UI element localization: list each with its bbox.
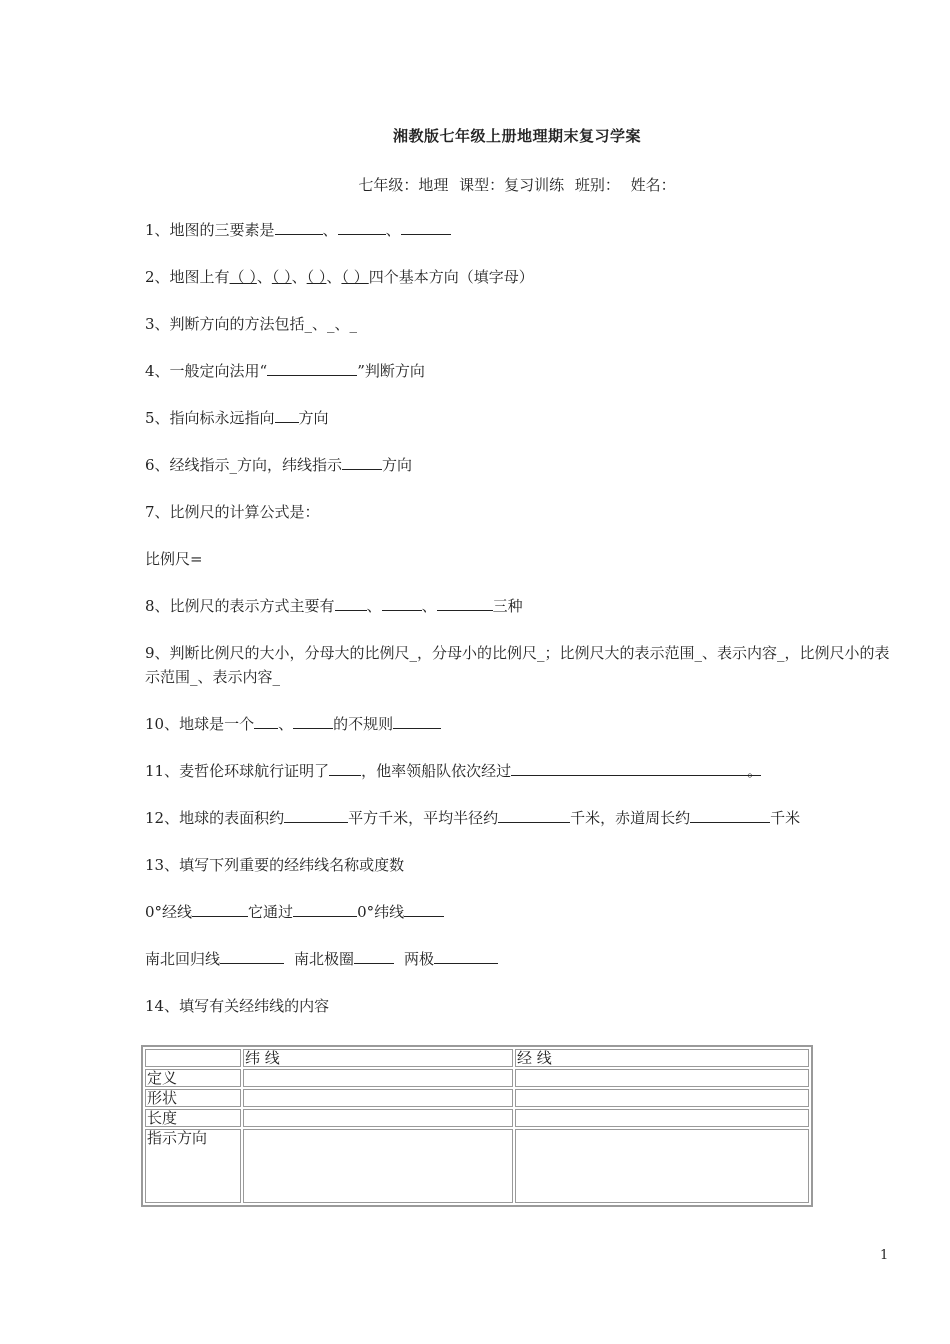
- table-row-label: 长度: [145, 1109, 241, 1127]
- question-9: 9、判断比例尺的大小，分母大的比例尺_，分母小的比例尺_；比例尺大的表示范围_、表示内容_，比例尺小的表示范围_、表示内容_: [145, 644, 890, 686]
- answer-blank[interactable]: [220, 947, 284, 964]
- answer-blank[interactable]: [393, 712, 441, 729]
- question-13-row-2: 南北回归线 南北极圈 两极: [145, 947, 895, 971]
- question-14: 14、填写有关经纬线的内容: [145, 997, 330, 1015]
- page-subtitle: 七年级：地理 课型：复习训练 班别： 姓名：: [358, 176, 676, 194]
- answer-blank[interactable]: [275, 218, 323, 235]
- question-4: 4、一般定向法用“ ”判断方向: [145, 359, 895, 383]
- question-12: 12、地球的表面积约 平方千米，平均半径约 千米，赤道周长约 千米: [145, 806, 895, 830]
- answer-blank[interactable]: [354, 947, 394, 964]
- answer-blank[interactable]: （ ）: [229, 268, 257, 286]
- question-6: 6、经线指示_方向，纬线指示 方向: [145, 453, 895, 477]
- table-header-blank: [145, 1049, 241, 1067]
- question-7-formula: 比例尺=: [145, 550, 203, 568]
- table-cell[interactable]: [243, 1069, 513, 1087]
- table-cell[interactable]: [515, 1129, 809, 1203]
- table-header-latitude: 纬 线: [243, 1049, 513, 1067]
- question-2: 2、地图上有（ ）、（ ）、（ ）、（ ）四个基本方向（填字母）: [145, 268, 534, 286]
- table-row-label: 定义: [145, 1069, 241, 1087]
- answer-blank[interactable]: [511, 759, 747, 776]
- meridian-parallel-table: [141, 1045, 813, 1207]
- question-3: 3、判断方向的方法包括_、_、_: [145, 315, 358, 333]
- answer-blank[interactable]: （ ）: [306, 268, 327, 286]
- table-row-label: 形状: [145, 1089, 241, 1107]
- question-list: [145, 218, 895, 1041]
- answer-blank[interactable]: [192, 900, 248, 917]
- table-cell[interactable]: [243, 1089, 513, 1107]
- question-5: 5、指向标永远指向 方向: [145, 406, 895, 430]
- answer-blank[interactable]: [382, 594, 422, 611]
- answer-blank[interactable]: [401, 218, 451, 235]
- table-row-label: 指示方向: [145, 1129, 241, 1203]
- question-13: 13、填写下列重要的经纬线名称或度数: [145, 856, 405, 874]
- answer-blank[interactable]: [498, 806, 570, 823]
- answer-blank[interactable]: [437, 594, 493, 611]
- question-11: 11、麦哲伦环球航行证明了 ，他率领船队依次经过 。: [145, 759, 895, 783]
- table-header-longitude: 经 线: [515, 1049, 809, 1067]
- table-cell[interactable]: [243, 1129, 513, 1203]
- answer-blank[interactable]: [690, 806, 770, 823]
- answer-blank[interactable]: [293, 900, 357, 917]
- question-1: 1、地图的三要素是 、 、: [145, 218, 895, 242]
- table-cell[interactable]: [515, 1109, 809, 1127]
- table-cell[interactable]: [515, 1089, 809, 1107]
- answer-blank[interactable]: [434, 947, 498, 964]
- page-number: 1: [880, 1248, 889, 1263]
- answer-blank[interactable]: [267, 359, 357, 376]
- question-13-row-1: 0°经线 它通过 0°纬线: [145, 900, 895, 924]
- question-7: 7、比例尺的计算公式是：: [145, 503, 320, 521]
- question-10: 10、地球是一个 、 的不规则: [145, 712, 895, 736]
- answer-blank[interactable]: （ ）: [271, 268, 292, 286]
- page-title: 湘教版七年级上册地理期末复习学案: [392, 127, 641, 145]
- answer-blank[interactable]: （ ）: [341, 268, 369, 286]
- answer-blank[interactable]: [275, 406, 299, 423]
- question-8: 8、比例尺的表示方式主要有 、 、 三种: [145, 594, 895, 618]
- table-cell[interactable]: [243, 1109, 513, 1127]
- answer-blank[interactable]: [335, 594, 367, 611]
- answer-blank[interactable]: [293, 712, 333, 729]
- table-cell[interactable]: [515, 1069, 809, 1087]
- answer-blank[interactable]: [329, 759, 361, 776]
- answer-blank[interactable]: [254, 712, 278, 729]
- answer-blank[interactable]: [404, 900, 444, 917]
- answer-blank[interactable]: [338, 218, 386, 235]
- answer-blank[interactable]: [342, 453, 382, 470]
- answer-blank[interactable]: [284, 806, 348, 823]
